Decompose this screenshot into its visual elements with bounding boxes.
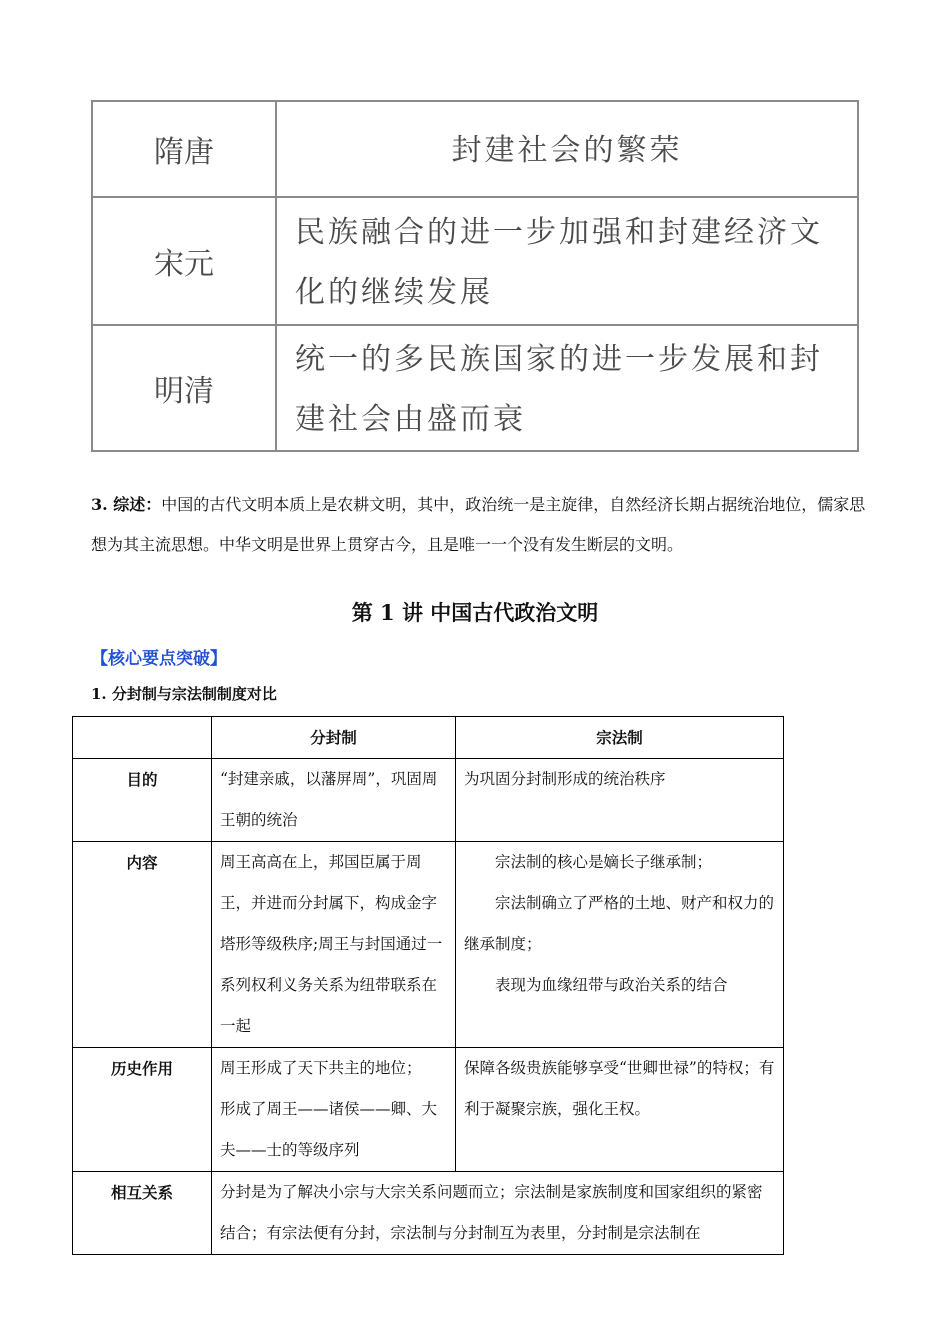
table-row [73, 842, 784, 1048]
era-name: 明清 [92, 325, 276, 451]
comparison-table [72, 716, 784, 1255]
era-name: 宋元 [92, 197, 276, 325]
effect-point: 形成了周王——诸侯——卿、大夫——士的等级序列 [220, 1100, 438, 1159]
era-row [92, 101, 858, 197]
effect-point: 周王形成了天下共主的地位； [220, 1059, 422, 1077]
era-row [92, 197, 858, 325]
era-table [91, 100, 859, 452]
cell-effect-fengjian [212, 1048, 456, 1172]
row-label-relation: 相互关系 [73, 1172, 212, 1255]
table-row [73, 759, 784, 842]
era-description: 统一的多民族国家的进一步发展和封建社会由盛而衰 [276, 325, 858, 451]
era-row [92, 325, 858, 451]
lesson-title: 第 1 讲 中国古代政治文明 [351, 600, 599, 625]
zongfa-point: 宗法制的核心是嫡长子继承制； [495, 853, 713, 871]
cell-content-zongfa [456, 842, 784, 1048]
summary-text: 中国的古代文明本质上是农耕文明，其中，政治统一是主旋律，自然经济长期占据统治地位，儒家思想为其主流思想。中华文明是世界上贯穿古今，且是唯一一个没有发生断层的文明。 [91, 495, 866, 554]
zongfa-point: 表现为血缘纽带与政治关系的结合 [495, 976, 728, 994]
era-description: 封建社会的繁荣 [276, 101, 858, 197]
era-description: 民族融合的进一步加强和封建经济文化的继续发展 [276, 197, 858, 325]
cell-effect-zongfa: 保障各级贵族能够享受“世卿世禄”的特权；有利于凝聚宗族，强化王权。 [456, 1048, 784, 1172]
core-heading: 【核心要点突破】 [91, 649, 227, 669]
table-row [73, 1048, 784, 1172]
summary-paragraph [91, 485, 871, 565]
row-label-content: 内容 [73, 842, 212, 1048]
summary-label: 3. 综述： [91, 495, 162, 514]
cell-content-fengjian: 周王高高在上，邦国臣属于周王，并进而分封属下，构成金字塔形等级秩序;周王与封国通过一系列权利义务关系为纽带联系在一起 [212, 842, 456, 1048]
header-zongfa: 宗法制 [456, 717, 784, 759]
cell-purpose-fengjian: “封建亲戚，以藩屏周”，巩固周王朝的统治 [212, 759, 456, 842]
section-heading: 1. 分封制与宗法制制度对比 [91, 685, 277, 703]
table-header-row [73, 717, 784, 759]
header-fengjian: 分封制 [212, 717, 456, 759]
zongfa-point: 宗法制确立了严格的土地、财产和权力的继承制度； [464, 894, 775, 953]
row-label-effect: 历史作用 [73, 1048, 212, 1172]
era-name: 隋唐 [92, 101, 276, 197]
cell-purpose-zongfa: 为巩固分封制形成的统治秩序 [456, 759, 784, 842]
row-label-purpose: 目的 [73, 759, 212, 842]
header-empty-cell [73, 717, 212, 759]
cell-relation: 分封是为了解决小宗与大宗关系问题而立；宗法制是家族制度和国家组织的紧密结合；有宗法便有分封，宗法制与分封制互为表里，分封制是宗法制在 [212, 1172, 784, 1255]
table-row [73, 1172, 784, 1255]
